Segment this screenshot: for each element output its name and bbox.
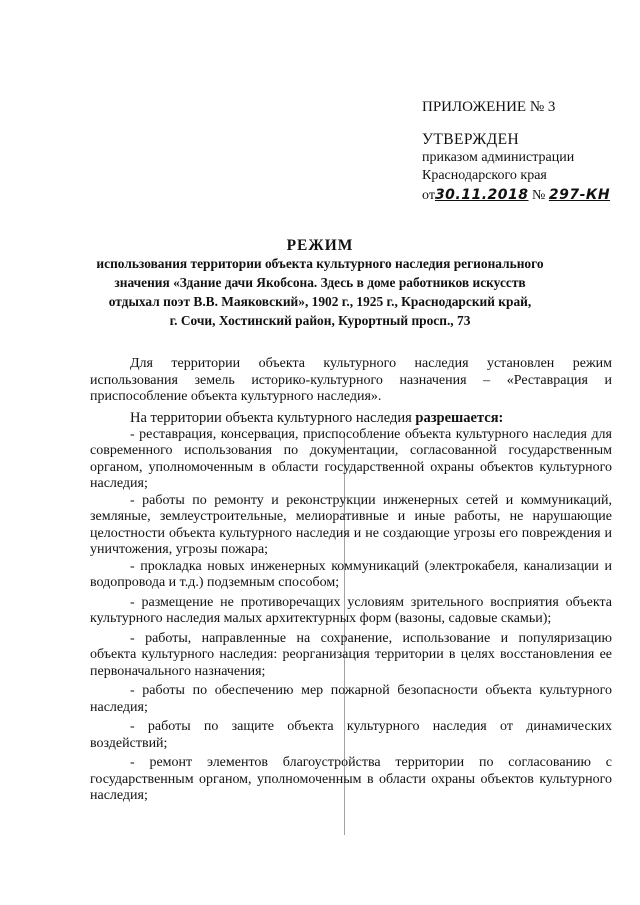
document-title: РЕЖИМ [286, 237, 354, 254]
approved-line-1: приказом администрации [422, 150, 575, 165]
list-item: - ремонт элементов благоустройства территории по согласованию с государственным органом, уполномоченным в области охраны объектов культурного наследия; [90, 755, 612, 803]
list-item: - размещение не противоречащих условиям зрительного восприятия объекта культурного наследия малых архитектурных форм (вазоны, садовые скамьи); [90, 594, 612, 626]
order-number-handwritten: 297-КН [548, 187, 611, 203]
list-item: - работы по защите объекта культурного наследия от динамических воздействий; [90, 719, 612, 751]
list-item: - работы по обеспечению мер пожарной безопасности объекта культурного наследия; [90, 683, 612, 715]
list-item: - прокладка новых инженерных коммуникаций (электрокабеля, канализации и водопровода и т.д.) подземным способом; [90, 558, 612, 590]
appendix-label: ПРИЛОЖЕНИЕ № 3 [422, 99, 556, 115]
permitted-prefix: На территории объекта культурного наследия [130, 409, 416, 426]
subtitle-line: использования территории объекта культурного наследия регионального [96, 256, 544, 271]
approved-line-2: Краснодарского края [422, 168, 547, 183]
approval-block [422, 130, 610, 206]
order-number-prefix: № [532, 188, 546, 203]
intro-paragraph: Для территории объекта культурного наследия установлен режим использования земель историко-культурного назначения – «Реставрация и приспособление объекта культурного наследия». [90, 356, 612, 404]
list-item: - работы по ремонту и реконструкции инженерных сетей и коммуникаций, земляные, землеустроительные, мелиоративные и иные работы, не нарушающие целостности объекта культурного наследия и не создающие угрозы его повреждения и уничтожения, угрозы пожара; [90, 492, 612, 557]
list-item: - реставрация, консервация, приспособление объекта культурного наследия для современного использования по документации, согласованной государственным органом, уполномоченным в области государственной охраны объектов культурного наследия; [90, 426, 612, 491]
document-body [90, 356, 612, 805]
order-date-handwritten: 30.11.2018 [434, 187, 529, 203]
permitted-bold: разрешается: [415, 409, 504, 426]
subtitle-line: отдыхал поэт В.В. Маяковский», 1902 г., 1925 г., Краснодарский край, [108, 294, 532, 309]
approved-title: УТВЕРЖДЕН [422, 131, 520, 148]
subtitle-line: значения «Здание дачи Якобсона. Здесь в доме работников искусств [114, 275, 526, 290]
list-item: - работы, направленные на сохранение, использование и популяризацию объекта культурного наследия: реорганизация территории в целях восстановления ее первоначального назначения; [90, 630, 612, 679]
permitted-heading [90, 409, 612, 427]
document-subtitle [90, 254, 550, 330]
subtitle-line: г. Сочи, Хостинский район, Курортный просп., 73 [169, 313, 471, 328]
order-line [422, 185, 610, 206]
order-prefix: от [422, 188, 435, 203]
